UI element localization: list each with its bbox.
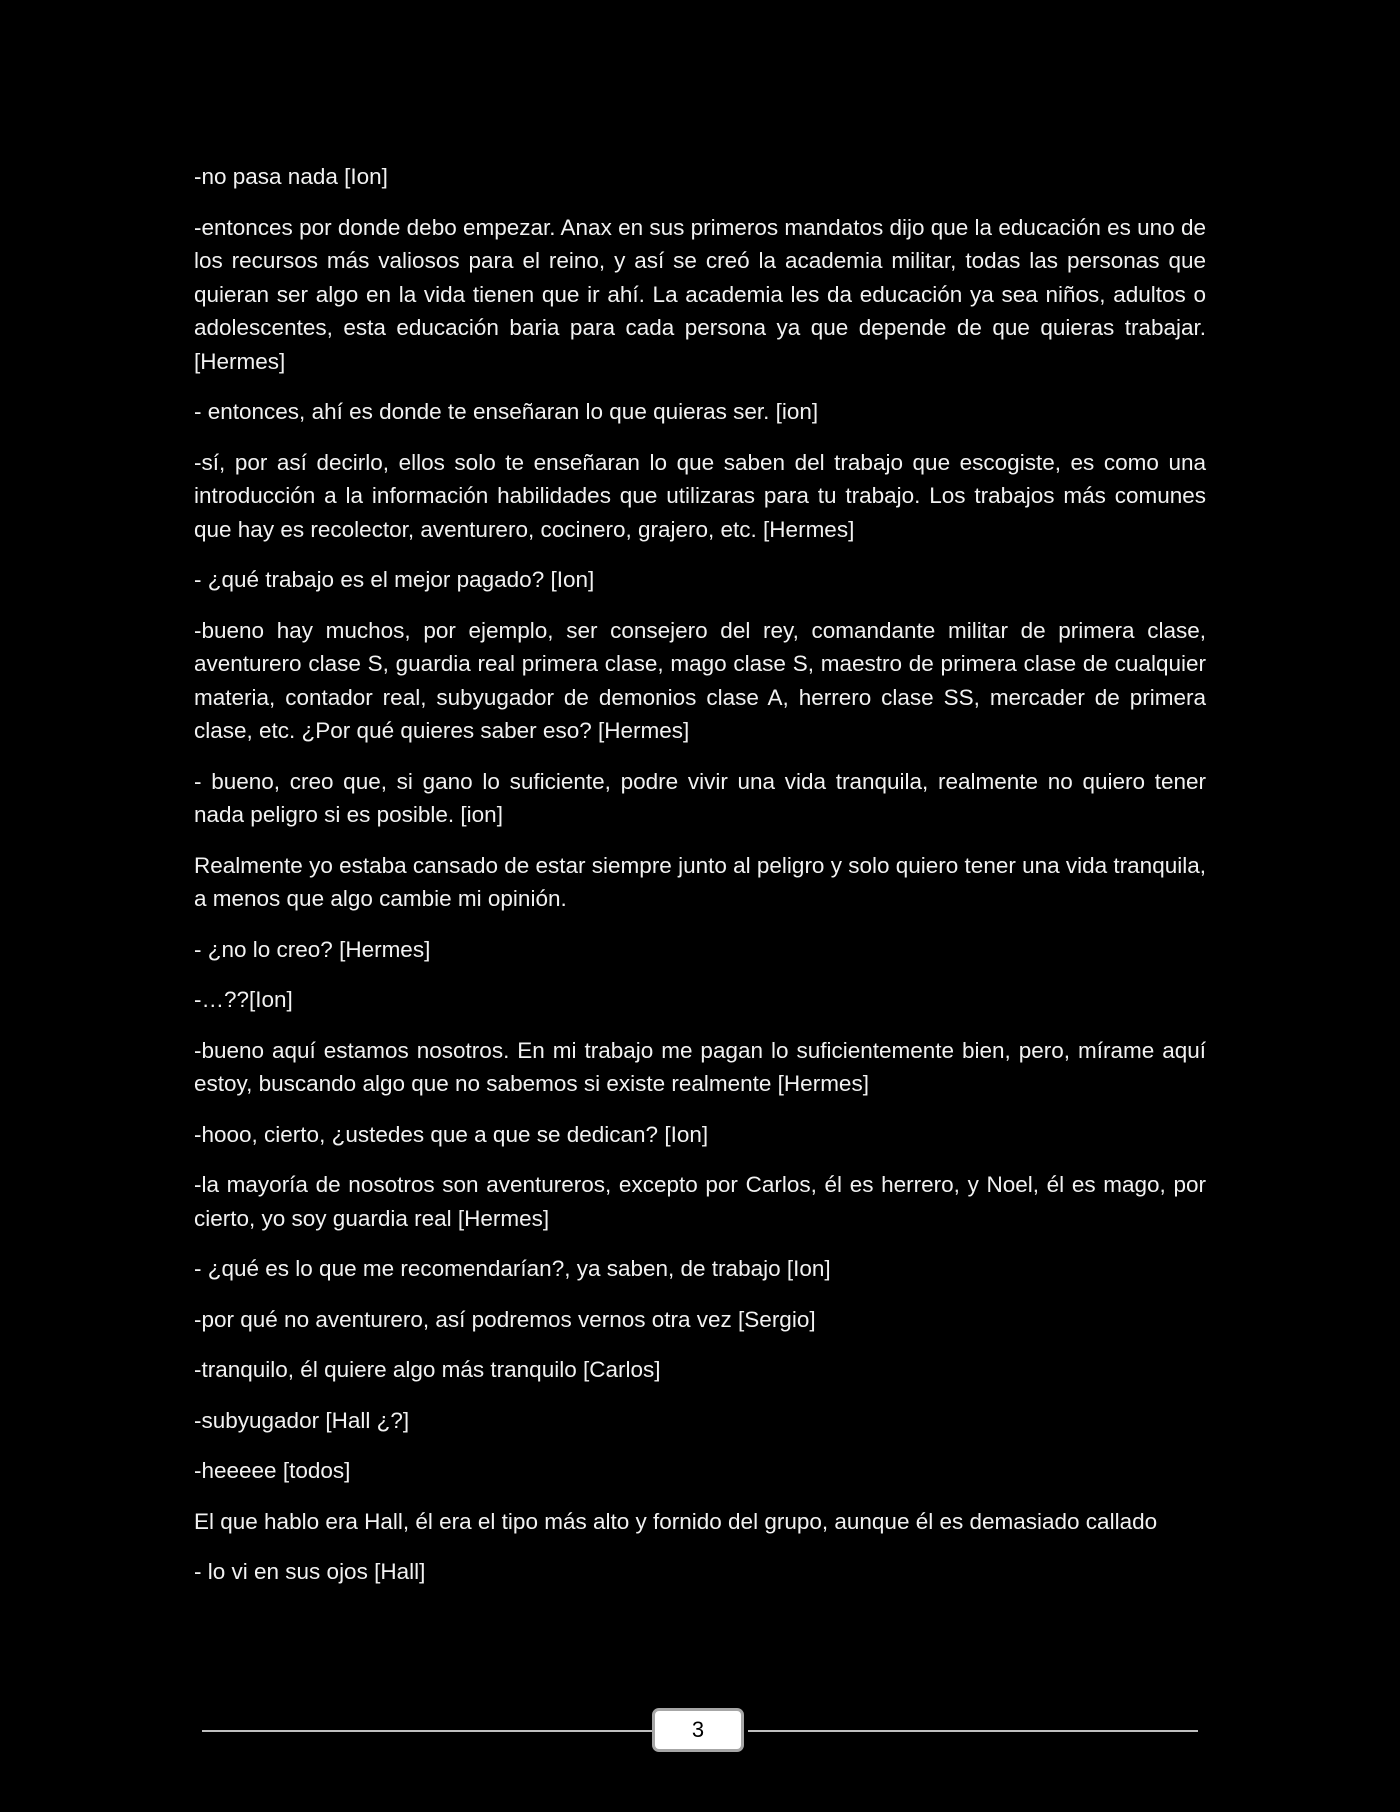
paragraph: -bueno aquí estamos nosotros. En mi trabajo me pagan lo suficientemente bien, pero, mírame aquí estoy, buscando algo que no sabemos si existe realmente [Hermes]: [194, 1037, 1206, 1096]
paragraph: - ¿qué es lo que me recomendarían?, ya saben, de trabajo [Ion]: [194, 1256, 831, 1281]
page-number: 3: [652, 1708, 744, 1752]
paragraph: Realmente yo estaba cansado de estar siempre junto al peligro y solo quiero tener una vida tranquila, a menos que algo cambie mi opinión.: [194, 852, 1206, 911]
page-body: [194, 160, 1206, 1606]
paragraph: - ¿qué trabajo es el mejor pagado? [Ion]: [194, 567, 595, 592]
paragraph: -entonces por donde debo empezar. Anax en sus primeros mandatos dijo que la educación es uno de los recursos más valiosos para el reino, y así se creó la academia militar, todas las personas que quieran ser algo en la vida tienen que ir ahí. La academia les da educación ya sea niños, adultos o adolescentes, esta educación baria para cada persona ya que depende de que quieras trabajar. [Hermes]: [194, 214, 1206, 374]
paragraph: - bueno, creo que, si gano lo suficiente, podre vivir una vida tranquila, realmente no quiero tener nada peligro si es posible. [ion]: [194, 768, 1206, 827]
paragraph: -hooo, cierto, ¿ustedes que a que se dedican? [Ion]: [194, 1121, 709, 1147]
paragraph: -por qué no aventurero, así podremos vernos otra vez [Sergio]: [194, 1306, 816, 1332]
paragraph: -heeeee [todos]: [194, 1458, 351, 1483]
paragraph: -bueno hay muchos, por ejemplo, ser consejero del rey, comandante militar de primera clase, aventurero clase S, guardia real primera clase, mago clase S, maestro de primera clase de cualquier materia, contador real, subyugador de demonios clase A, herrero clase SS, mercader de primera clase, etc. ¿Por qué quieres saber eso? [Hermes]: [194, 617, 1206, 743]
paragraph: -…??[Ion]: [194, 987, 293, 1012]
paragraph: - lo vi en sus ojos [Hall]: [194, 1559, 426, 1584]
paragraph: -sí, por así decirlo, ellos solo te enseñaran lo que saben del trabajo que escogiste, es como una introducción a la información habilidades que utilizaras para tu trabajo. Los trabajos más comunes que hay es recolector, aventurero, cocinero, grajero, etc. [Hermes]: [194, 449, 1206, 542]
paragraph: -no pasa nada [Ion]: [194, 164, 388, 189]
paragraph: -la mayoría de nosotros son aventureros, excepto por Carlos, él es herrero, y Noel, él es mago, por cierto, yo soy guardia real [Hermes]: [194, 1172, 1206, 1231]
paragraph: El que hablo era Hall, él era el tipo más alto y fornido del grupo, aunque él es demasiado callado: [194, 1508, 1158, 1534]
footer-rule-left: [202, 1730, 652, 1732]
paragraph: -tranquilo, él quiere algo más tranquilo [Carlos]: [194, 1357, 661, 1382]
paragraph: -subyugador [Hall ¿?]: [194, 1407, 410, 1433]
paragraph: - ¿no lo creo? [Hermes]: [194, 936, 431, 962]
page-footer: [202, 1706, 1198, 1756]
paragraph: - entonces, ahí es donde te enseñaran lo que quieras ser. [ion]: [194, 399, 819, 424]
footer-rule-right: [748, 1730, 1198, 1732]
